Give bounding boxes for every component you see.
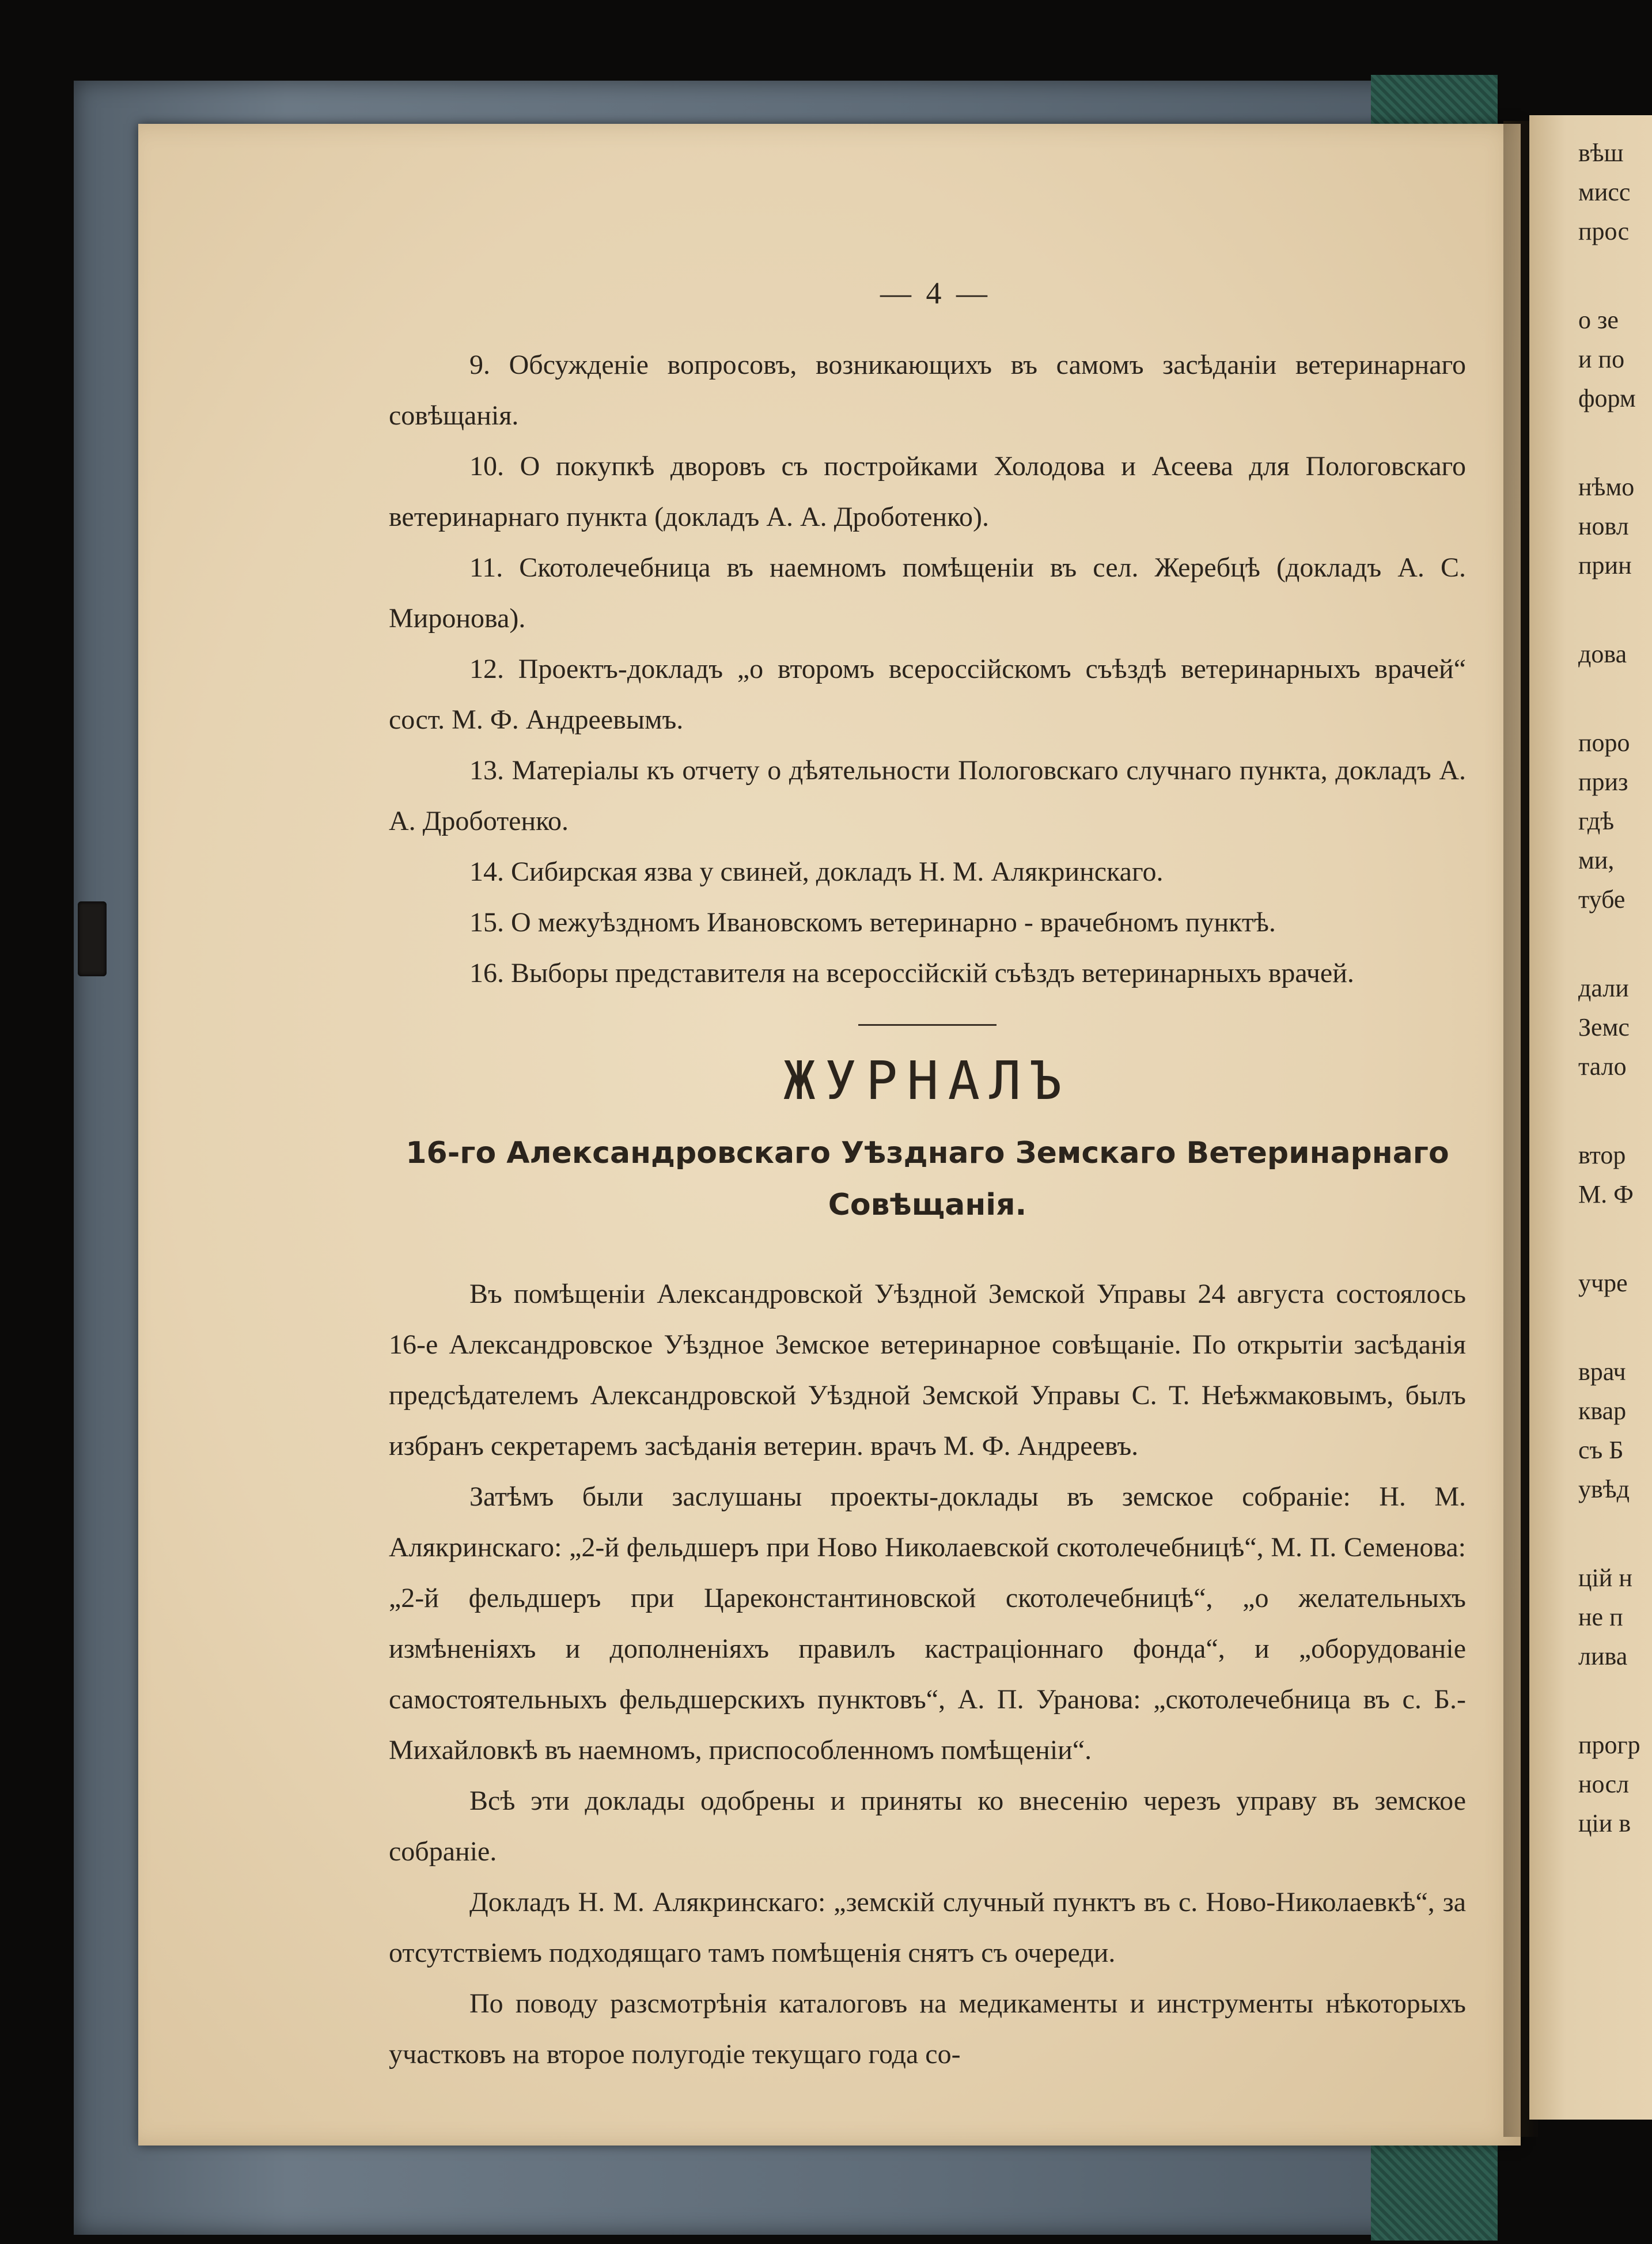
- next-page-line: лива: [1578, 1642, 1628, 1670]
- next-page-line: и по: [1578, 345, 1625, 373]
- journal-paragraph: Всѣ эти доклады одобрены и приняты ко внесенію черезъ управу въ земское собраніе.: [389, 1786, 1466, 1867]
- next-page-line: ціи в: [1578, 1809, 1631, 1837]
- agenda-item-14: 14. Сибирская язва у свиней, докладъ Н. М. Алякринскаго.: [469, 856, 1164, 887]
- agenda-item-13: 13. Матеріалы къ отчету о дѣятельности Пологовскаго случнаго пункта, докладъ А. А. Дроботенко.: [389, 755, 1466, 836]
- next-page-line: тало: [1578, 1052, 1627, 1081]
- next-page-line: нѣмо: [1578, 473, 1635, 501]
- next-page-line: учре: [1578, 1269, 1628, 1297]
- agenda-item-12: 12. Проектъ-докладъ „о второмъ всероссійскомъ съѣздѣ ветеринарныхъ врачей“ сост. М. Ф. Андреевымъ.: [389, 654, 1466, 735]
- next-page-line: не п: [1578, 1603, 1623, 1631]
- next-page-edge: [1529, 115, 1652, 2120]
- next-page-line: врач: [1578, 1358, 1626, 1386]
- agenda-item-10: 10. О покупкѣ дворовъ съ постройками Холодова и Асеева для Пологовскаго ветеринарнаго пункта (докладъ А. А. Дроботенко).: [389, 451, 1466, 532]
- agenda-item-15: 15. О межуѣздномъ Ивановскомъ ветеринарно - врачебномъ пунктѣ.: [469, 907, 1276, 938]
- next-page-line: прин: [1578, 551, 1632, 579]
- next-page-line: ми,: [1578, 846, 1615, 874]
- next-page-line: М. Ф: [1578, 1180, 1634, 1208]
- next-page-line: увѣд: [1578, 1475, 1630, 1503]
- next-page-line: поро: [1578, 729, 1630, 757]
- next-page-line: новл: [1578, 512, 1629, 540]
- next-page-line: съ Б: [1578, 1436, 1624, 1464]
- agenda-item-9: 9. Обсужденіе вопросовъ, возникающихъ въ самомъ засѣданіи ветеринарнаго совѣщанія.: [389, 350, 1466, 431]
- next-page-line: вѣш: [1578, 139, 1624, 167]
- agenda-item-16: 16. Выборы представителя на всероссійскій съѣздъ ветеринарныхъ врачей.: [469, 958, 1354, 988]
- journal-subtitle: 16-го Александровскаго Уѣзднаго Земскаго Ветеринарнаго Совѣщанія.: [406, 1136, 1449, 1222]
- next-page-line: форм: [1578, 384, 1636, 412]
- next-page-line: мисс: [1578, 178, 1631, 206]
- next-page-line: прос: [1578, 217, 1630, 245]
- journal-paragraph: Въ помѣщеніи Александровской Уѣздной Земской Управы 24 августа состоялось 16-е Александровское Уѣздное Земское ветеринарное совѣщаніе. По открытіи засѣданія предсѣдателемъ Александровской Уѣздной Земской Управы С. Т. Неѣжмаковымъ, былъ избранъ секретаремъ засѣданія ветерин. врачъ М. Ф. Андреевъ.: [389, 1279, 1466, 1461]
- next-page-line: о зе: [1578, 306, 1619, 334]
- next-page-line: прогр: [1578, 1731, 1640, 1759]
- binding-clasp: [78, 901, 107, 976]
- journal-paragraph: По поводу разсмотрѣнія каталоговъ на медикаменты и инструменты нѣкоторыхъ участковъ на второе полугодіе текущаго года со-: [389, 1988, 1466, 2069]
- page-number: — 4 —: [880, 276, 991, 310]
- next-page-line: втор: [1578, 1141, 1626, 1169]
- next-page-line: приз: [1578, 768, 1628, 796]
- journal-paragraph: Докладъ Н. М. Алякринскаго: „земскій случный пунктъ въ с. Ново-Николаевкѣ“, за отсутствіемъ подходящаго тамъ помѣщенія снятъ съ очереди.: [389, 1887, 1466, 1968]
- next-page-line: Земс: [1578, 1013, 1630, 1041]
- journal-paragraph: Затѣмъ были заслушаны проекты-доклады въ земское собраніе: Н. М. Алякринскаго: „2-й фельдшеръ при Ново Николаевской скотолечебницѣ“, М. П. Семенова: „2-й фельдшеръ при Цареконстантиновской скотолечебницѣ“, „о желательныхъ измѣненіяхъ и дополненіяхъ правилъ кастраціоннаго фонда“, и „оборудованіе самостоятельныхъ фельдшерскихъ пунктовъ“, А. П. Уранова: „скотолечебница въ с. Б.-Михайловкѣ въ наемномъ, приспособленномъ помѣщеніи“.: [389, 1481, 1466, 1765]
- page-body: [389, 340, 1466, 2080]
- next-page-line: цій н: [1578, 1564, 1632, 1592]
- next-page-line: дова: [1578, 640, 1627, 668]
- next-page-line: гдѣ: [1578, 807, 1615, 835]
- next-page-line: дали: [1578, 974, 1629, 1002]
- agenda-item-11: 11. Скотолечебница въ наемномъ помѣщеніи въ сел. Жеребцѣ (докладъ А. С. Миронова).: [389, 552, 1466, 634]
- next-page-line: тубе: [1578, 885, 1626, 913]
- next-page-line: носл: [1578, 1770, 1630, 1798]
- section-divider: [858, 1024, 996, 1026]
- journal-heading: ЖУРНАЛЪ: [783, 1050, 1071, 1112]
- next-page-line: квар: [1578, 1397, 1627, 1425]
